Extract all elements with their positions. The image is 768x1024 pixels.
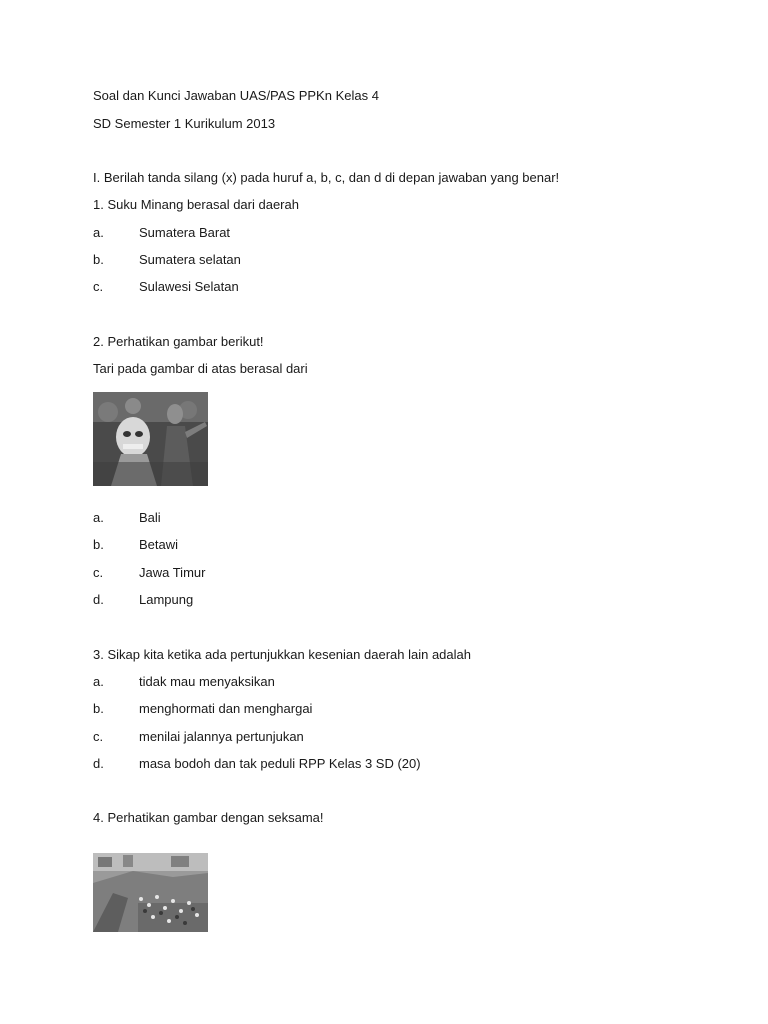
dance-photo-image — [93, 392, 208, 486]
option-text: masa bodoh dan tak peduli RPP Kelas 3 SD (20) — [139, 756, 421, 771]
question-2: 2. Perhatikan gambar berikut! — [93, 334, 264, 349]
option-text: Sulawesi Selatan — [139, 279, 239, 294]
dance-photo — [93, 392, 208, 486]
option-letter: b. — [93, 537, 104, 552]
option-letter: b. — [93, 252, 104, 267]
option-text: tidak mau menyaksikan — [139, 674, 275, 689]
question-2-subtext: Tari pada gambar di atas berasal dari — [93, 361, 308, 376]
option-letter: c. — [93, 565, 104, 580]
river-crowd-photo-image — [93, 853, 208, 932]
question-4: 4. Perhatikan gambar dengan seksama! — [93, 810, 324, 825]
option-letter: c. — [93, 729, 104, 744]
option-letter: a. — [93, 674, 104, 689]
option-letter: a. — [93, 510, 104, 525]
question-1: 1. Suku Minang berasal dari daerah — [93, 197, 299, 212]
title-line-2: SD Semester 1 Kurikulum 2013 — [93, 116, 276, 131]
option-text: menghormati dan menghargai — [139, 701, 313, 716]
instruction: I. Berilah tanda silang (x) pada huruf a, b, c, dan d di depan jawaban yang benar! — [93, 170, 560, 185]
option-text: Jawa Timur — [139, 565, 206, 580]
question-3: 3. Sikap kita ketika ada pertunjukkan kesenian daerah lain adalah — [93, 647, 471, 662]
title-line-1: Soal dan Kunci Jawaban UAS/PAS PPKn Kelas 4 — [93, 88, 379, 103]
option-letter: c. — [93, 279, 104, 294]
option-letter: d. — [93, 756, 104, 771]
option-text: Sumatera Barat — [139, 225, 231, 240]
option-letter: a. — [93, 225, 104, 240]
option-text: Betawi — [139, 537, 179, 552]
option-text: Sumatera selatan — [139, 252, 241, 267]
option-text: Lampung — [139, 592, 194, 607]
option-text: menilai jalannya pertunjukan — [139, 729, 304, 744]
river-crowd-photo — [93, 853, 208, 932]
option-text: Bali — [139, 510, 161, 525]
option-letter: d. — [93, 592, 104, 607]
option-letter: b. — [93, 701, 104, 716]
